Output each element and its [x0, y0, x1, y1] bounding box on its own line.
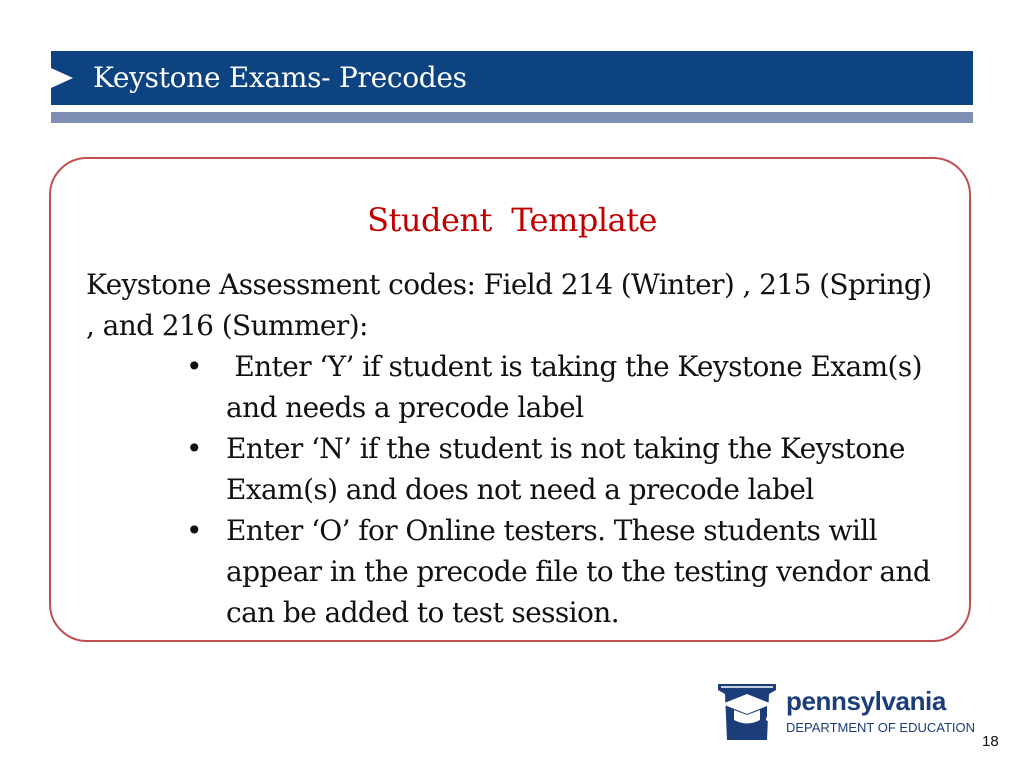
- bullet-item: [186, 346, 966, 428]
- page-number: 18: [982, 733, 999, 750]
- pde-logo: [714, 680, 978, 746]
- intro-text: Keystone Assessment codes: Field 214 (Winter) , 215 (Spring) , and 216 (Summer):: [86, 268, 932, 342]
- keystone-graduation-cap-icon: [714, 680, 780, 744]
- arrow-icon: [51, 68, 73, 88]
- bullet-item: [186, 428, 966, 510]
- slide-title: Keystone Exams- Precodes: [93, 61, 467, 94]
- logo-wordmark: pennsylvania: [786, 686, 946, 716]
- logo-department: DEPARTMENT OF EDUCATION: [786, 720, 975, 735]
- bullet-icon: •: [186, 350, 202, 383]
- bullet-text: Enter ‘O’ for Online testers. These students will appear in the precode file to the testing vendor and can be added to test session.: [226, 514, 931, 629]
- bullet-icon: •: [186, 514, 202, 547]
- bullet-icon: •: [186, 432, 202, 465]
- bullet-item: [186, 510, 966, 633]
- bullet-text: Enter ‘Y’ if student is taking the Keystone Exam(s) and needs a precode label: [226, 350, 931, 424]
- header-underline: [51, 112, 973, 123]
- header-bar: [51, 51, 973, 105]
- bullet-text: Enter ‘N’ if the student is not taking the Keystone Exam(s) and does not need a precode label: [226, 432, 905, 506]
- bullet-list: [186, 346, 966, 633]
- box-heading: Student Template: [367, 201, 657, 239]
